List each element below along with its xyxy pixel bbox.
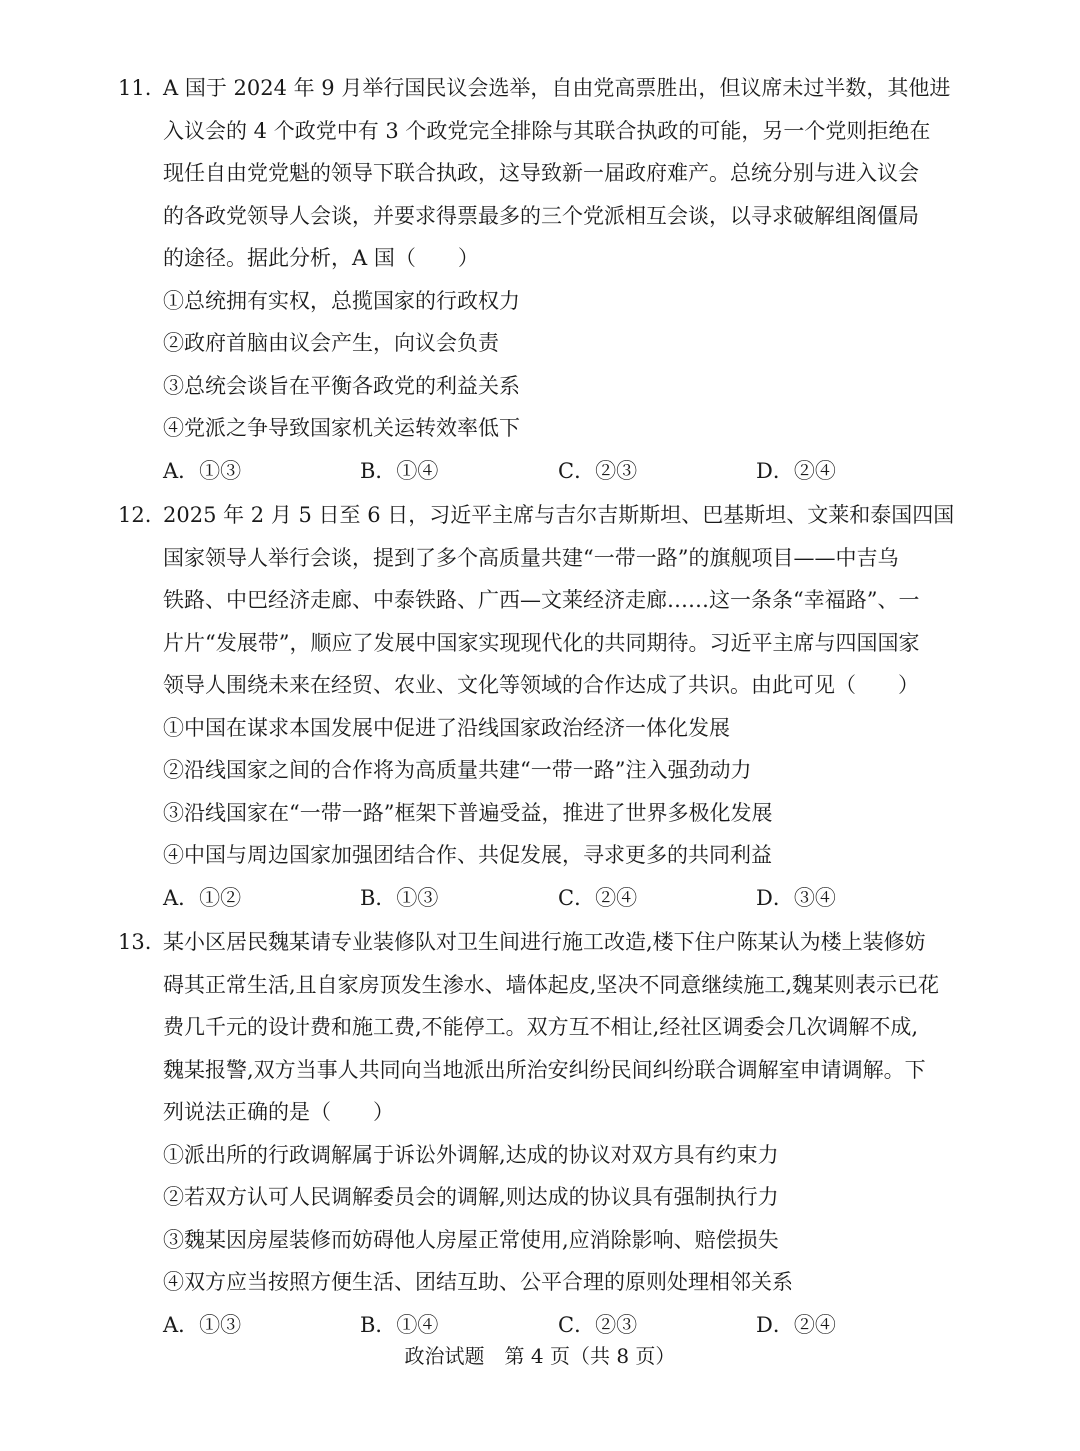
question-stem-line: 入议会的 4 个政党中有 3 个政党完全排除与其联合执政的可能，另一个党则拒绝在 xyxy=(163,118,931,143)
statement-4: ④党派之争导致国家机关运转效率低下 xyxy=(163,416,520,440)
question-11 xyxy=(118,67,968,492)
choice-b: B．①④ xyxy=(360,1312,439,1337)
choice-a: A．①③ xyxy=(163,1312,242,1337)
question-stem-text: A 国于 2024 年 9 月举行国民议会选举，自由党高票胜出，但议席未过半数，其他进 xyxy=(163,76,951,100)
question-stem-line: 的途径。据此分析，A 国（ ） xyxy=(163,246,479,270)
statement-3: ③总统会谈旨在平衡各政党的利益关系 xyxy=(163,373,520,398)
question-stem-line: 领导人围绕未来在经贸、农业、文化等领域的合作达成了共识。由此可见（ ） xyxy=(163,673,919,697)
statement-3: ③沿线国家在“一带一路”框架下普遍受益，推进了世界多极化发展 xyxy=(163,800,773,825)
question-stem-line xyxy=(118,494,968,537)
question-stem-line: 列说法正确的是（ ） xyxy=(163,1100,394,1124)
choice-a: A．①② xyxy=(163,885,242,910)
question-stem-line: 铁路、中巴经济走廊、中泰铁路、广西—文莱经济走廊……这一条条“幸福路”、一 xyxy=(163,588,920,612)
statement-2: ②若双方认可人民调解委员会的调解,则达成的协议具有强制执行力 xyxy=(163,1185,779,1209)
question-stem-line: 片片“发展带”，顺应了发展中国家实现现代化的共同期待。习近平主席与四国国家 xyxy=(163,630,920,655)
statement-2: ②沿线国家之间的合作将为高质量共建“一带一路”注入强劲动力 xyxy=(163,758,752,782)
statement-4: ④双方应当按照方便生活、团结互助、公平合理的原则处理相邻关系 xyxy=(163,1270,793,1294)
question-stem-line: 的各政党领导人会谈，并要求得票最多的三个党派相互会谈，以寻求破解组阁僵局 xyxy=(163,203,919,228)
choice-d: D．②④ xyxy=(756,458,836,483)
question-stem-line: 费几千元的设计费和施工费,不能停工。双方互不相让,经社区调委会几次调解不成, xyxy=(163,1015,919,1039)
question-number: 12. xyxy=(118,503,152,527)
answer-choices xyxy=(118,450,968,493)
choice-b: B．①④ xyxy=(360,458,439,483)
question-stem-line: 国家领导人举行会谈，提到了多个高质量共建“一带一路”的旗舰项目——中吉乌 xyxy=(163,545,899,570)
question-stem-line xyxy=(118,921,968,964)
statement-1: ①中国在谋求本国发展中促进了沿线国家政治经济一体化发展 xyxy=(163,715,730,740)
choice-c: C．②③ xyxy=(558,1312,638,1337)
choice-a: A．①③ xyxy=(163,458,242,483)
statement-4: ④中国与周边国家加强团结合作、共促发展，寻求更多的共同利益 xyxy=(163,843,772,867)
choice-d: D．③④ xyxy=(756,885,836,910)
question-stem-line: 魏某报警,双方当事人共同向当地派出所治安纠纷民间纠纷联合调解室申请调解。下 xyxy=(163,1057,926,1082)
question-13 xyxy=(118,921,968,1346)
statement-1: ①派出所的行政调解属于诉讼外调解,达成的协议对双方具有约束力 xyxy=(163,1142,779,1167)
page-footer: 政治试题 第 4 页（共 8 页） xyxy=(404,1344,676,1368)
question-stem-line xyxy=(118,67,968,110)
question-stem-text: 某小区居民魏某请专业装修队对卫生间进行施工改造,楼下住户陈某认为楼上装修妨 xyxy=(163,930,926,954)
question-stem-line: 碍其正常生活,且自家房顶发生渗水、墙体起皮,坚决不同意继续施工,魏某则表示已花 xyxy=(163,972,940,997)
answer-choices xyxy=(118,877,968,920)
choice-d: D．②④ xyxy=(756,1312,836,1337)
question-stem-line: 现任自由党党魁的领导下联合执政，这导致新一届政府难产。总统分别与进入议会 xyxy=(163,161,919,185)
statement-2: ②政府首脑由议会产生，向议会负责 xyxy=(163,331,499,355)
question-stem-text: 2025 年 2 月 5 日至 6 日，习近平主席与吉尔吉斯斯坦、巴基斯坦、文莱和泰国四国 xyxy=(163,503,955,527)
choice-c: C．②④ xyxy=(558,885,638,910)
question-number: 13. xyxy=(118,930,152,954)
choice-c: C．②③ xyxy=(558,458,638,483)
question-number: 11. xyxy=(118,76,152,100)
question-12 xyxy=(118,494,968,919)
statement-3: ③魏某因房屋装修而妨碍他人房屋正常使用,应消除影响、赔偿损失 xyxy=(163,1227,779,1252)
choice-b: B．①③ xyxy=(360,885,439,910)
statement-1: ①总统拥有实权，总揽国家的行政权力 xyxy=(163,288,520,313)
